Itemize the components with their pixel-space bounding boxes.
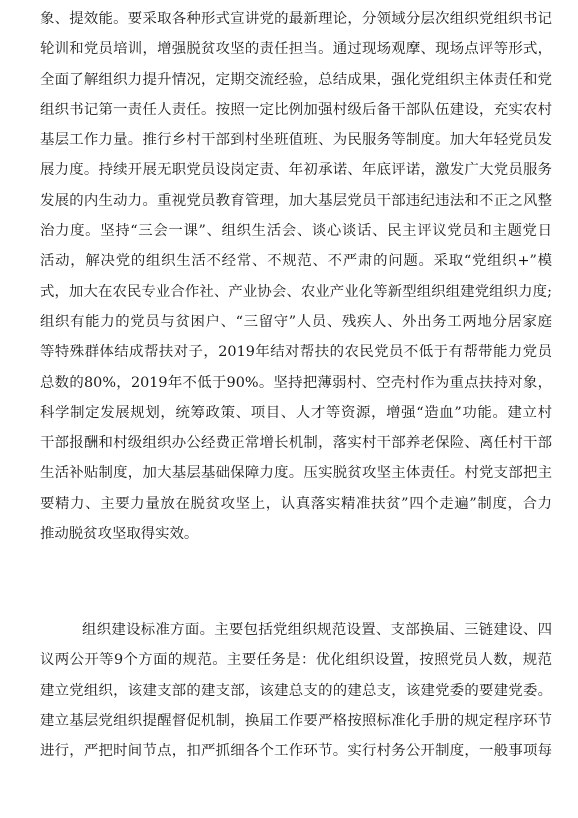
text-line: 治力度。坚持“三会一课”、组织生活会、谈心谈话、民主评议党员和主题党日 — [40, 223, 552, 240]
text-line: 组织书记第一责任人责任。按照一定比例加强村级后备干部队伍建设，充实农村 — [40, 101, 552, 118]
text-line: 科学制定发展规划，统筹政策、项目、人才等资源，增强“造血”功能。建立村 — [40, 404, 552, 421]
text-line: 议两公开等9个方面的规范。主要任务是：优化组织设置，按照党员人数，规范 — [40, 652, 552, 669]
text-line: 等特殊群体结成帮扶对子，2019年结对帮扶的农民党员不低于有帮带能力党员 — [40, 344, 552, 361]
text-line: 轮训和党员培训，增强脱贫攻坚的责任担当。通过现场观摩、现场点评等形式， — [40, 41, 552, 58]
text-line: 生活补贴制度，加大基层基础保障力度。压实脱贫攻坚主体责任。村党支部把主 — [40, 465, 552, 482]
text-line: 组织有能力的党员与贫困户、“三留守”人员、残疾人、外出务工两地分居家庭 — [40, 313, 552, 330]
text-line: 活动，解决党的组织生活不经常、不规范、不严肃的问题。采取“党组织+”模 — [40, 253, 552, 270]
text-line: 象、提效能。要采取各种形式宣讲党的最新理论，分领域分层次组织党组织书记 — [40, 11, 552, 27]
text-line: 全面了解组织力提升情况，定期交流经验，总结成果，强化党组织主体责任和党 — [40, 71, 552, 88]
text-line: 推动脱贫攻坚取得实效。 — [40, 526, 199, 543]
text-line: 发展的内生动力。重视党员教育管理，加大基层党员干部违纪违法和不正之风整 — [40, 192, 552, 209]
paragraph-1 — [40, 4, 552, 549]
text-line: 建立基层党组织提醒督促机制，换届工作要严格按照标准化手册的规定程序环节 — [40, 712, 552, 729]
text-line: 组织建设标准方面。主要包括党组织规范设置、支部换届、三链建设、四 — [82, 622, 552, 638]
text-line: 基层工作力量。推行乡村干部到村坐班值班、为民服务等制度。加大年轻党员发 — [40, 132, 552, 149]
text-line: 建立党组织，该建支部的建支部，该建总支的的建总支，该建党委的要建党委。 — [40, 682, 552, 699]
text-line: 式，加大在农民专业合作社、产业协会、农业产业化等新型组织组建党组织力度; — [40, 283, 552, 300]
text-line: 总数的80%，2019年不低于90%。坚持把薄弱村、空壳村作为重点扶持对象， — [40, 374, 552, 391]
paragraph-2 — [40, 615, 552, 766]
text-line: 进行，严把时间节点，扣严抓细各个工作环节。实行村务公开制度，一般事项每 — [40, 743, 552, 760]
text-line: 要精力、主要力量放在脱贫攻坚上，认真落实精准扶贫”四个走遍”制度，合力 — [40, 495, 552, 512]
text-line: 干部报酬和村级组织办公经费正常增长机制，落实村干部养老保险、离任村干部 — [40, 435, 552, 452]
text-line: 展力度。持续开展无职党员设岗定责、年初承诺、年底评诺，激发广大党员服务 — [40, 162, 552, 179]
